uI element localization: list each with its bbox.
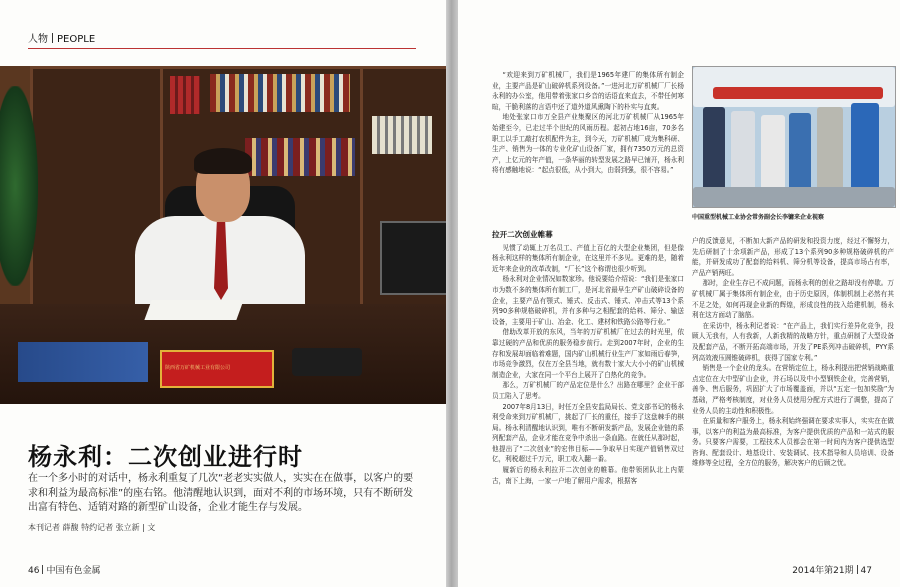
open-document <box>144 300 243 320</box>
page-number-left: 46 <box>28 566 40 576</box>
photo-caption: 中国重型机械工业协会常务副会长李镛来企业视察 <box>692 214 825 221</box>
section-tag-en: PEOPLE <box>57 34 96 45</box>
folio-left <box>28 563 100 576</box>
nameplate <box>160 350 274 388</box>
desk-flag <box>18 342 148 382</box>
paragraph: 地处张家口市万全县产业集聚区的河北万矿机械厂从1965年始建至今，已走过半个世纪的风雨历程。起初占地16亩，70多名职工以手工敲打农机配件为主，到今天，万矿机械厂成为集科研、生产、销售为一体的专业化矿山设备厂家，拥有7350万元的总资产，上亿元的年产值，一条华丽的转型发展之路早已铺开，杨永利将有感触地说：“起点很低，从小到大，由弱到强，很不容易。” <box>492 113 684 175</box>
column-1-top <box>492 70 684 176</box>
desk-phone <box>292 348 362 376</box>
paragraph: 那么，万矿机械厂的产品定位是什么？出路在哪里？企业干部员工陷入了思考。 <box>492 381 684 400</box>
paragraph: 那时，企业生存已不成问题，而杨永利的创业之路却没有停歇。万矿机械厂属于集体所有制企业，由于历史原因，体制机制上必然有其不足之处，如何再现企业新的辉煌，形成良性的技入给建机制，杨永利在这方面动了脑筋。 <box>692 279 894 320</box>
magazine-name: 中国有色金属 <box>46 566 101 576</box>
column-2 <box>692 236 894 469</box>
byline: 本刊记者 薛馥 特约记者 张立新 | 文 <box>28 523 156 532</box>
article-intro: 在一个多小时的对话中，杨永利重复了几次“老老实实做人，实实在在做事，以客户的要求和利益为最高标准”的座右铭。他清醒地认识到，面对不利的市场环境，只有不断研发出富有特色、适销对路的新型矿山设备，企业才能生存与发展。 <box>28 473 414 513</box>
paragraph: 借助改革开放的东风，当年的万矿机械厂在过去的时光里，依靠过硬的产品和优质的服务稳步前行。走到2007年时，企业的生存和发展却面临着难题，国内矿山机械行业生产厂家如雨后春笋，市场竞争激烈，仅在万全县当地，就有数十家大大小小的矿山机械制造企业，大家在同一个平台上展开了白热化的竞争。 <box>492 328 684 379</box>
paragraph: 户的反馈意见，不断加大新产品的研发和投资力度，经过不懈努力，先后研制了十余项新产品，形成了13个系列90多种规格破碎机的产能，并研发成功了配套的给料机、筛分机等设备，提高市场占有率，产品产销两旺。 <box>692 237 894 277</box>
spine-gutter <box>446 0 458 587</box>
paragraph: 在采访中，杨永利记者说：“在产品上，我们实行差异化竞争，投顾人无我有，人有我新，人新我精的战略方针，重点研制了大型设备及配套产品，不断开拓高端市场，开发了PE系列冲击破碎机，PYY系列高效液压圆锥破碎机，获得了国家专利。” <box>692 321 894 362</box>
issue-label: 2014年第21期 <box>792 566 854 576</box>
section-tag <box>28 30 95 45</box>
paragraph: 2007年8月13日，时任万全县安监局局长、党支部书记的杨永利受命来到万矿机械厂，挑起了厂长的重任，接手了这盘棘手的棋局。杨永利清醒地认识到，唯有不断研发新产品，发展企业链的系列配套产品，企业才能在竞争中杀出一条血路。在就任从那时起，他提出了“二次创业”的宏伟目标——争取早日实现产值销售双过亿，利税超过千万元，职工收入翻一番。 <box>492 402 684 464</box>
paragraph: 在质量和客户服务上，杨永利始终强调在要求实事人，实实在在做事，以客户的利益为最高标准，为客户提供优质的产品和一站式的服务。只要客户需要，工程技术人员都会在第一时间内为客户提供选型咨询、配套设计、地基设计、安装调试、技术指导和人员培训、设备维修等全过程，全方位的服务，解决客户的后顾之忧。 <box>692 417 894 468</box>
section-divider <box>28 48 416 49</box>
subhead: 拉开二次创业帷幕 <box>492 230 553 239</box>
computer-monitor <box>380 221 446 295</box>
paragraph: 销售是一个企业的龙头。在营销定位上，杨永利提出把营销战略重点定位在大中型矿山企业，并石场以及中小型钢铁企业，完善营销，善争、售后服务，巩固扩大了市场覆盖面，并以“五定一包加奖励”为基础，严格考核制度，对业务人员使用分配方式进行了调整，提高了业务人员的主动性和积极性。 <box>692 364 894 415</box>
paragraph: “欢迎来到万矿机械厂，我们是1965年建厂的集体所有制企业，主要产品是矿山破碎机系列设备。”一进河北万矿机械厂厂长杨永利的办公室，他用带着张家口乡音的话语直来直去，不带任何寒暄，干脆利落的言语中还了道外道风熏陶下的朴实与直爽。 <box>492 71 684 111</box>
left-page <box>0 0 446 587</box>
person-hair <box>194 148 252 174</box>
paragraph: 杨永利对企业情况如数家珍。他说要给介绍说：“我们是张家口市为数不多的集体所有制工厂，是河北省最早生产矿山破碎设备的企业，主要产品有颚式、锤式、反击式、锤式、冲击式等13个系列90多种规格破碎机，并有多种与之相配套的给料、筛分、输送设备，主要用于矿山、冶金、化工、建材和铁路公路等行业。” <box>492 275 684 326</box>
right-page <box>458 0 900 587</box>
folio-right <box>792 563 872 576</box>
plant <box>0 86 38 286</box>
nameplate-text: 陕西省万矿机械工业有限公司 <box>165 365 231 371</box>
office-portrait-photo <box>0 66 446 404</box>
section-tag-zh: 人物 <box>28 34 48 45</box>
column-1-bottom <box>492 226 684 486</box>
inspection-photo <box>692 66 896 208</box>
article-headline: 杨永利：二次创业进行时 <box>28 443 303 471</box>
paragraph: 履新后的杨永利拉开二次创业的帷幕。他带领团队北上内蒙古，南下上海，一家一户地了解用户需求，根据客 <box>492 466 684 485</box>
page-number-right: 47 <box>860 566 872 576</box>
paragraph: 见惯了动辄上万名员工、产值上百亿的大型企业集团，但是像杨永利这样的集体所有制企业，在这里并不多见。更难的是，随着近年来企业的改革改制，“厂长”这个称谓也很少听到。 <box>492 243 684 273</box>
